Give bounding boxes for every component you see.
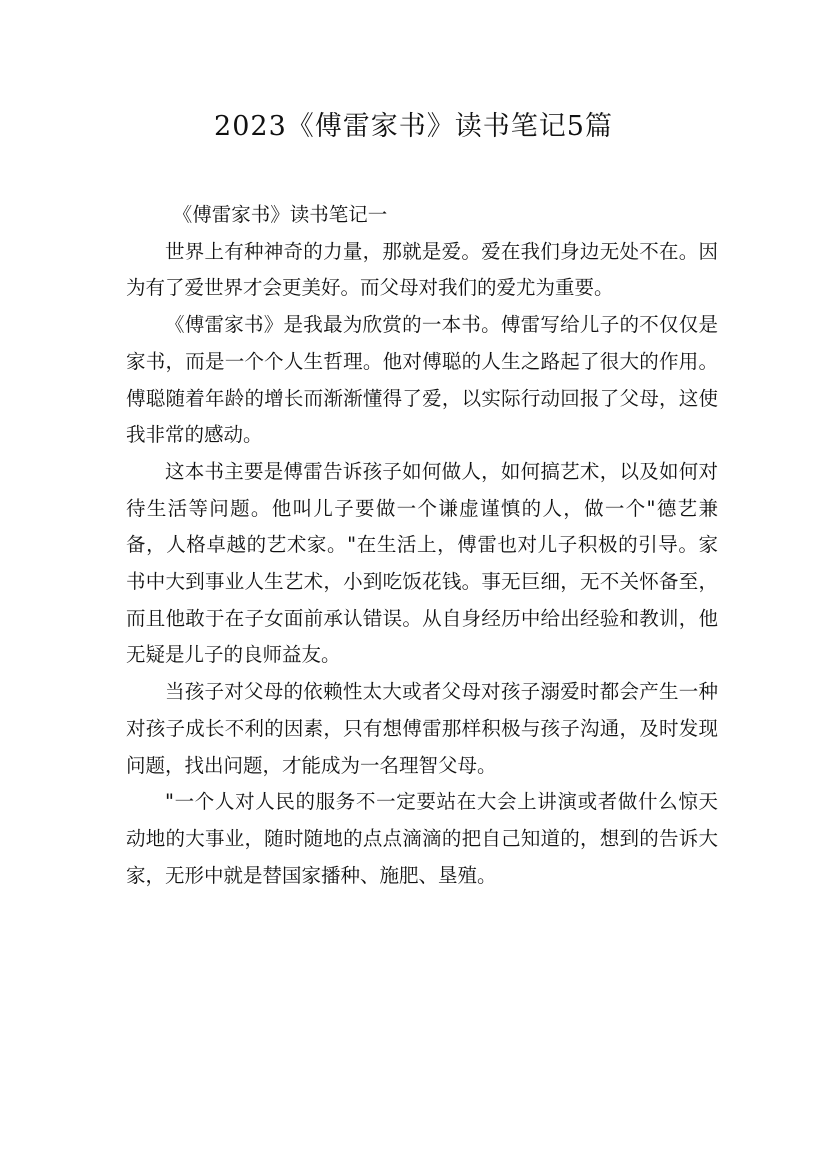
document-title: 2023《傅雷家书》读书笔记5篇 bbox=[214, 111, 613, 142]
section-heading: 《傅雷家书》读书笔记一 bbox=[172, 203, 388, 226]
document-body bbox=[126, 197, 718, 894]
paragraph: 《傅雷家书》是我最为欣赏的一本书。傅雷写给儿子的不仅仅是家书，而是一个个人生哲理。他对傅聪的人生之路起了很大的作用。傅聪随着年龄的增长而渐渐懂得了爱，以实际行动回报了父母，这使我非常的感动。 bbox=[126, 313, 718, 447]
paragraph: "一个人对人民的服务不一定要站在大会上讲演或者做什么惊天动地的大事业，随时随地的点点滴滴的把自己知道的，想到的告诉大家，无形中就是替国家播种、施肥、垦殖。 bbox=[126, 790, 718, 887]
paragraph: 世界上有种神奇的力量，那就是爱。爱在我们身边无处不在。因为有了爱世界才会更美好。而父母对我们的爱尤为重要。 bbox=[126, 239, 718, 300]
paragraph: 这本书主要是傅雷告诉孩子如何做人，如何搞艺术，以及如何对待生活等问题。他叫儿子要做一个谦虚谨慎的人，做一个"德艺兼备，人格卓越的艺术家。"在生活上，傅雷也对儿子积极的引导。家书中大到事业人生艺术，小到吃饭花钱。事无巨细，无不关怀备至，而且他敢于在子女面前承认错误。从自身经历中给出经验和教训，他无疑是儿子的良师益友。 bbox=[126, 459, 718, 667]
paragraph: 当孩子对父母的依赖性太大或者父母对孩子溺爱时都会产生一种对孩子成长不利的因素，只有想傅雷那样积极与孩子沟通，及时发现问题，找出问题，才能成为一名理智父母。 bbox=[126, 680, 718, 777]
